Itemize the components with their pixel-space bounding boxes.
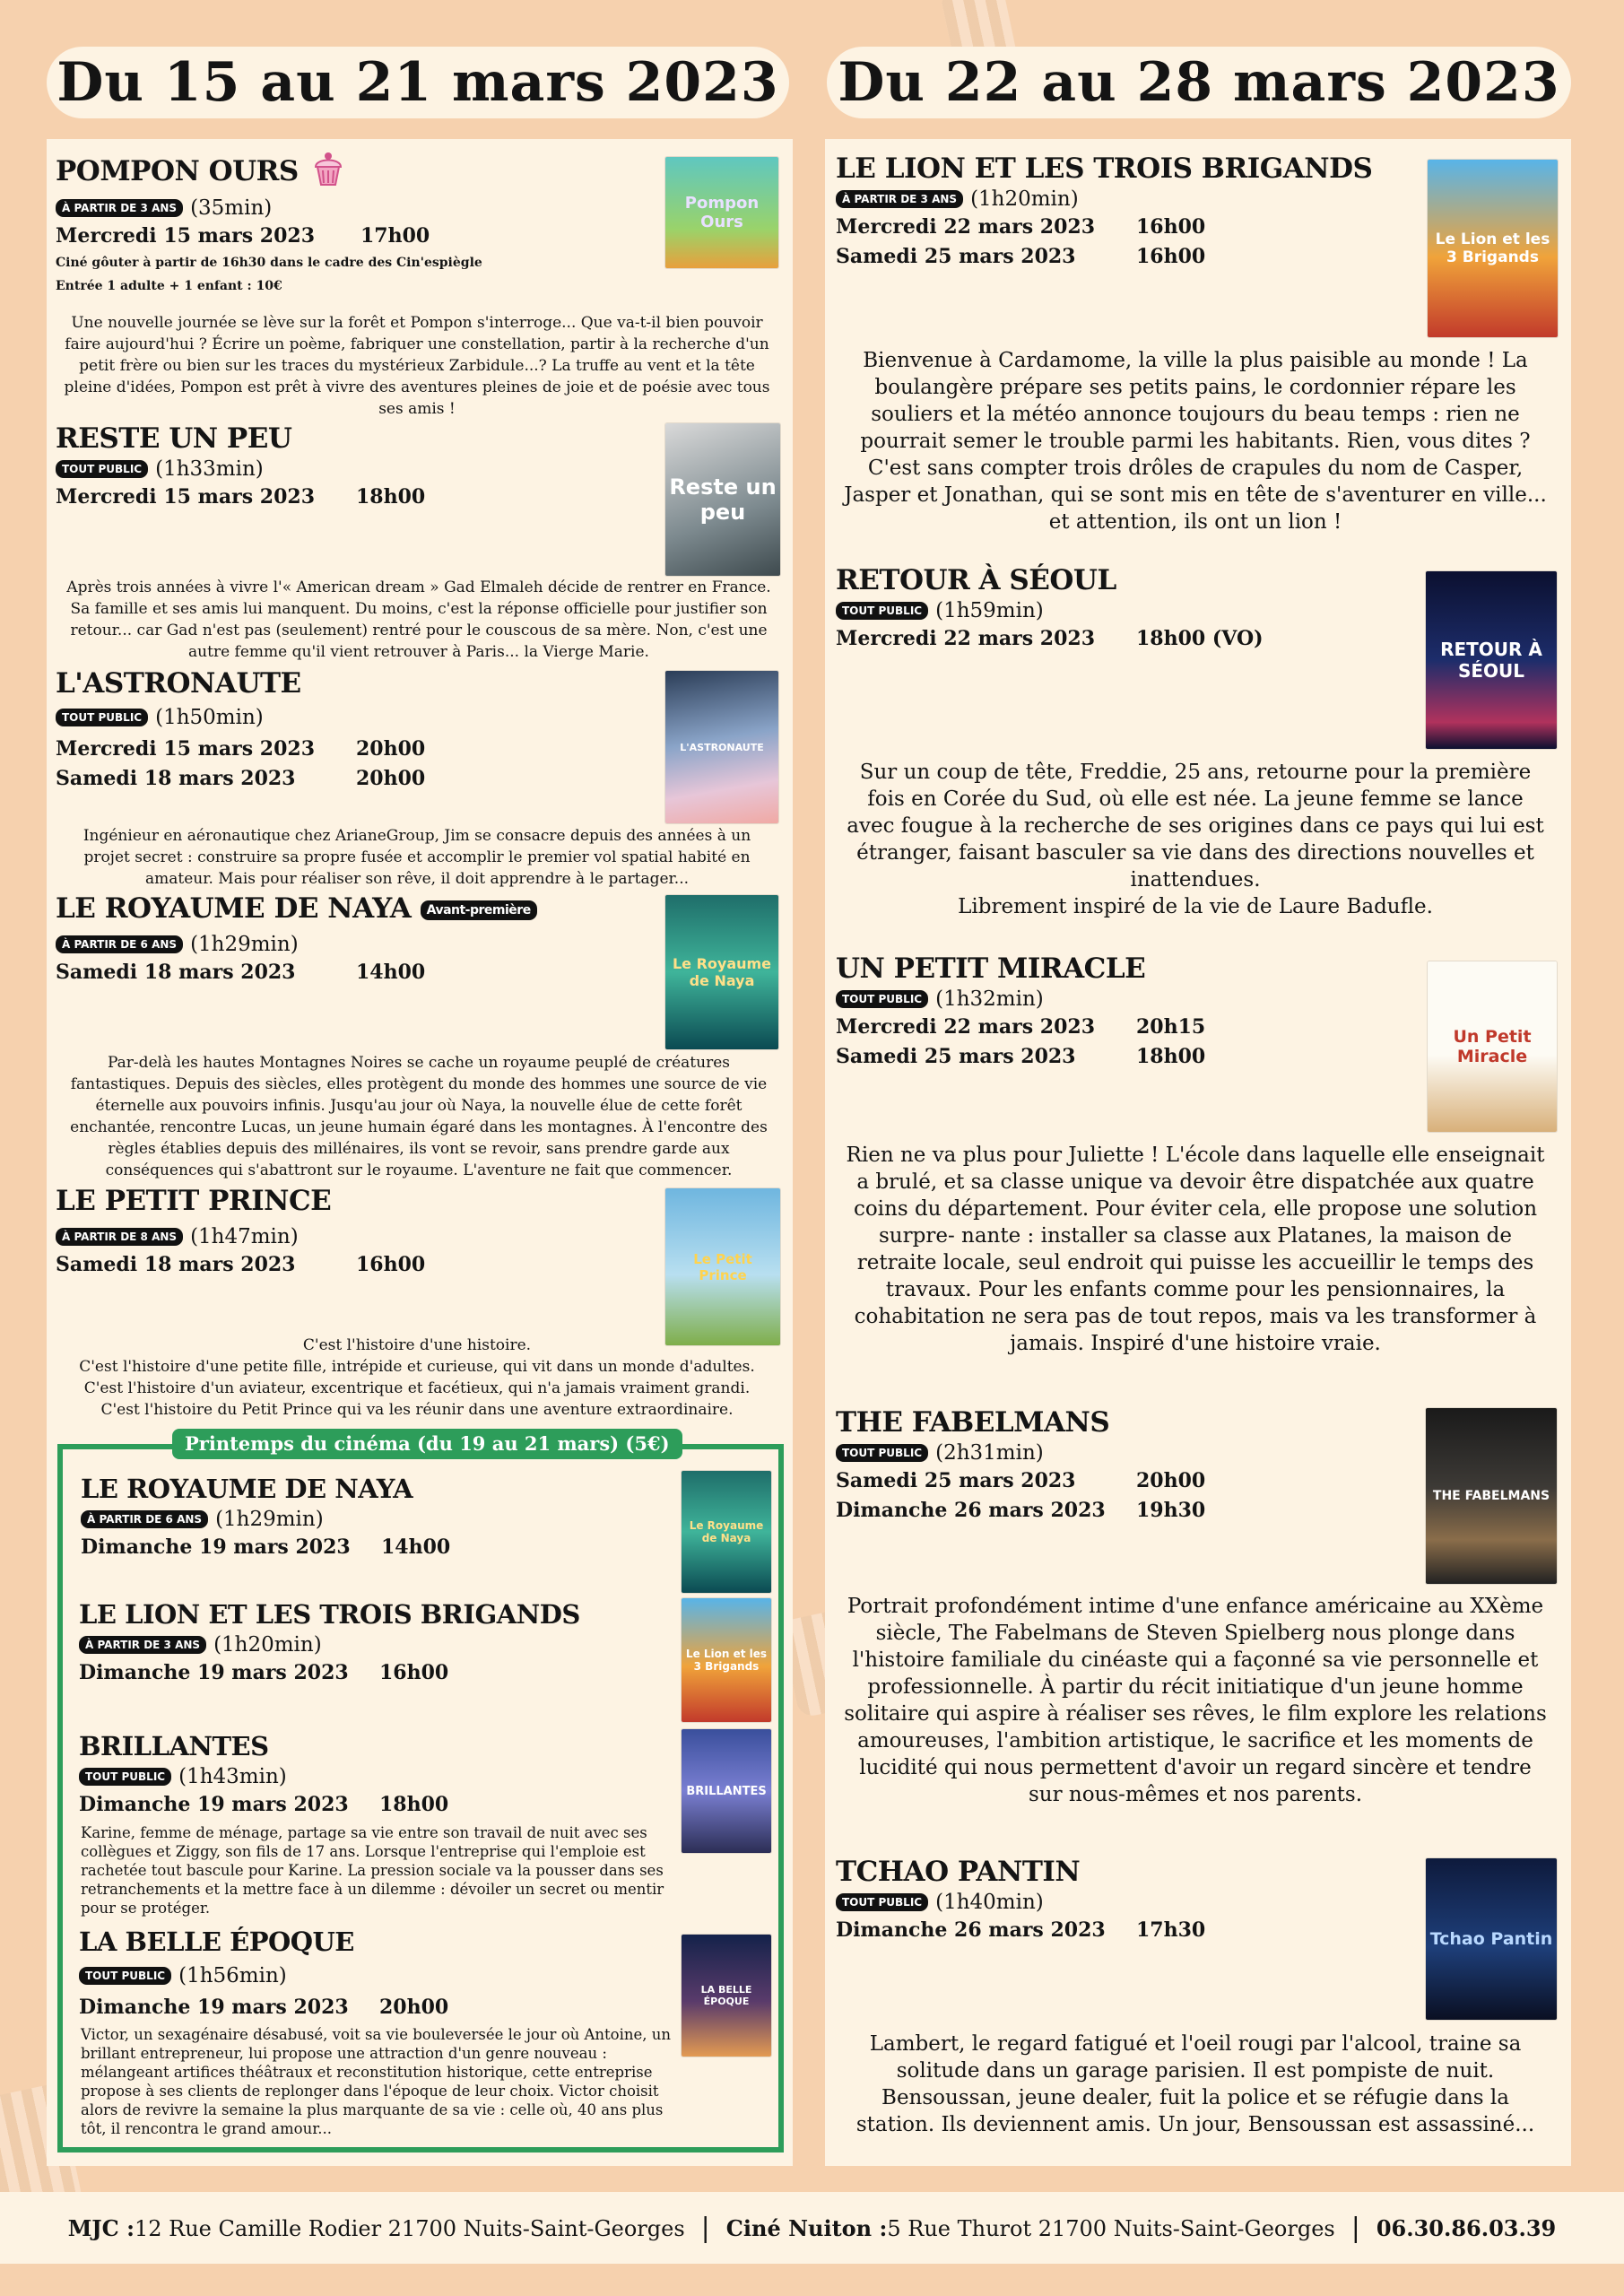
poster-printemps-la-belle-epoque xyxy=(682,1935,771,2057)
film-synopsis: Après trois années à vivre l'« American dream » Gad Elmaleh décide de rentrer en France. Sa famille et ses amis lui manquent. Du moins, c'est la réponse officielle pour justifier son retour... car Gad n'est pas (seulement) rentré pour le couscous de sa mère. Non, c'est une autre femme qu'il vient retrouver à Paris... la Vierge Marie. xyxy=(66,578,771,661)
printemps-film-lion-trois-brigands xyxy=(79,1597,689,1688)
week-header-left xyxy=(47,47,789,118)
poster-title: BRILLANTES xyxy=(686,1784,767,1798)
film-synopsis: Portrait profondément intime d'une enfance américaine au XXème siècle, The Fabelmans de Steven Spielberg nous plonge dans l'histoire familiale du cinéaste qui a façonné sa vie personnelle et professionnelle. À partir du récit initiatique d'un jeune homme solitaire qui aspire à réaliser ses rêves, le film explore les relations amoureuses, l'ambition artistique, le sacrifice et les moments de lucidité qui nous permettent d'avoir un regard sincère et tendre sur nous-mêmes et nos parents. xyxy=(844,1595,1547,1806)
film-title: LE PETIT PRINCE xyxy=(56,1185,332,1217)
duration: (2h31min) xyxy=(935,1441,1044,1465)
film-meta xyxy=(836,186,1463,213)
film-synopsis: Karine, femme de ménage, partage sa vie entre son travail de nuit avec ses collègues et Ziggy, son fils de 17 ans. Lorsque l'entreprise qui l'emploie est rachetée tout bascule pour Karine. La pression sociale va la pousser dans ses retranchements et la mettre face à un dilemme : dévoiler un secret ou mentir pour se protéger. xyxy=(81,1824,664,1917)
printemps-film-la-belle-epoque xyxy=(79,1925,671,2022)
showing-row xyxy=(56,735,683,764)
avant-premiere-badge: Avant-première xyxy=(421,900,537,920)
printemps-du-cinema-label: Printemps du cinéma (du 19 au 21 mars) (5€) xyxy=(172,1429,682,1459)
synopsis-extra: Librement inspiré de la vie de Laure Badufle. xyxy=(958,895,1433,918)
age-badge: À PARTIR DE 3 ANS xyxy=(56,199,183,217)
film-synopsis: Ingénieur en aéronautique chez ArianeGroup, Jim se consacre depuis des années à un projet secret : construire sa propre fusée et accomplir le premier vol spatial habité en amateur. Mais pour réaliser son rêve, il doit apprendre à le partager... xyxy=(83,827,751,888)
age-badge: À PARTIR DE 8 ANS xyxy=(56,1228,183,1246)
showing-date: Samedi 18 mars 2023 xyxy=(56,767,296,790)
poster-un-petit-miracle xyxy=(1428,961,1557,1132)
film-meta xyxy=(836,597,1463,624)
poster-title: LA BELLE ÉPOQUE xyxy=(700,1984,752,2007)
film-retour-a-seoul xyxy=(836,563,1463,654)
poster-title: Reste un peu xyxy=(669,474,777,525)
film-meta xyxy=(79,1763,671,1790)
film-meta xyxy=(836,1439,1463,1466)
film-synopsis xyxy=(63,1335,771,1421)
film-title: L'ASTRONAUTE xyxy=(56,667,301,700)
poster-le-lion-et-les-trois-brigands xyxy=(1428,160,1558,337)
footer-mjc-label: MJC : xyxy=(67,2214,135,2241)
poster-printemps-lion-trois-brigands xyxy=(682,1598,771,1722)
film-le-lion-et-les-trois-brigands xyxy=(836,152,1463,272)
film-title-text: POMPON OURS xyxy=(56,155,299,187)
poster-title: L'ASTRONAUTE xyxy=(680,741,764,753)
synopsis-line: C'est l'histoire d'un aviateur, excentrique et facétieux, qui n'a jamais vraiment grandi. xyxy=(83,1379,751,1397)
showing-row xyxy=(56,958,683,987)
showing-row xyxy=(56,1250,683,1280)
synopsis-line: C'est l'histoire du Petit Prince qui va les réunir dans une aventure extraordinaire. xyxy=(100,1401,734,1419)
age-badge: TOUT PUBLIC xyxy=(56,460,148,478)
showing-date: Dimanche 19 mars 2023 xyxy=(81,1535,351,1559)
duration: (1h33min) xyxy=(155,457,264,481)
film-the-fabelmans xyxy=(836,1405,1463,1526)
film-title: LE ROYAUME DE NAYA xyxy=(81,1474,413,1504)
showing-date: Mercredi 15 mars 2023 xyxy=(56,485,315,509)
poster-title: Un Petit Miracle xyxy=(1453,1027,1532,1066)
film-meta xyxy=(56,195,683,222)
showing-date: Samedi 18 mars 2023 xyxy=(56,1253,296,1276)
footer-mjc-address: 12 Rue Camille Rodier 21700 Nuits-Saint-Georges xyxy=(134,2215,685,2241)
showing-date: Samedi 25 mars 2023 xyxy=(836,1045,1076,1068)
film-meta xyxy=(56,1223,683,1250)
age-badge: À PARTIR DE 3 ANS xyxy=(79,1636,206,1654)
poster-tchao-pantin xyxy=(1426,1858,1557,2020)
poster-title: Le Petit Prince xyxy=(693,1250,752,1283)
film-synopsis: Bienvenue à Cardamome, la ville la plus paisible au monde ! La boulangère prépare ses petits pains, le cordonnier répare les souliers et la météo annonce toujours du beau temps : rien ne pourrait semer le trouble parmi les habitants. Rien, vous dites ? C'est sans compter trois drôles de crapules du nom de Casper, Jasper et Jonathan, qui se sont mis en tête de s'aventurer en ville... et attention, ils ont un lion ! xyxy=(844,349,1547,534)
showing-row xyxy=(836,624,1463,654)
showing-time: 16h00 xyxy=(379,1661,449,1684)
showing-date: Dimanche 19 mars 2023 xyxy=(79,1661,349,1684)
showing-time: 19h30 xyxy=(1136,1499,1206,1522)
showing-time: 18h00 xyxy=(1136,1045,1206,1068)
film-synopsis xyxy=(841,759,1550,920)
film-title: THE FABELMANS xyxy=(836,1406,1110,1439)
showing-date: Dimanche 19 mars 2023 xyxy=(79,1793,349,1816)
showing-row xyxy=(79,1658,689,1688)
film-synopsis: Victor, un sexagénaire désabusé, voit sa vie bouleversée le jour où Antoine, un brillant entrepreneur, lui propose une attraction d'un genre nouveau : mélangeant artifices théâtraux et reconstitution historique, cette entreprise propose à ses clients de replonger dans l'époque de leur choix. Victor choisit alors de revivre la semaine la plus marquante de sa vie : celle où, 40 ans plus tôt, il rencontra le grand amour... xyxy=(81,2026,672,2137)
duration: (1h29min) xyxy=(215,1508,324,1531)
age-badge: TOUT PUBLIC xyxy=(836,990,928,1008)
film-meta xyxy=(836,986,1463,1013)
showing-time: 20h15 xyxy=(1136,1015,1206,1039)
showing-row xyxy=(56,764,683,794)
showing-date: Mercredi 15 mars 2023 xyxy=(56,224,315,248)
footer-cine-label: Ciné Nuiton : xyxy=(725,2214,888,2241)
poster-printemps-royaume-de-naya xyxy=(682,1471,771,1593)
poster-title: RETOUR À SÉOUL xyxy=(1440,639,1542,682)
showing-time: 14h00 xyxy=(381,1535,451,1559)
showing-time: 17h30 xyxy=(1136,1918,1206,1942)
poster-title: Pompon Ours xyxy=(684,194,760,231)
film-synopsis: Lambert, le regard fatigué et l'oeil rougi par l'alcool, traine sa solitude dans un garage parisien. Il est pompiste de nuit. Bensoussan, jeune dealer, fuit la police et se réfugie dans la station. Ils deviennent amis. Un jour, Bensoussan est assassiné... xyxy=(855,2032,1535,2136)
film-tchao-pantin xyxy=(836,1855,1463,1945)
poster-retour-a-seoul xyxy=(1426,571,1557,749)
poster-pompon-ours xyxy=(665,157,778,268)
film-title xyxy=(56,891,683,926)
showing-date: Samedi 25 mars 2023 xyxy=(836,245,1076,268)
showing-row xyxy=(56,222,683,251)
film-meta xyxy=(56,931,683,958)
showing-date: Dimanche 19 mars 2023 xyxy=(79,1996,349,2019)
showing-date: Samedi 25 mars 2023 xyxy=(836,1469,1076,1492)
showing-row xyxy=(836,1042,1463,1072)
showing-row xyxy=(836,1013,1463,1042)
showing-date: Mercredi 22 mars 2023 xyxy=(836,627,1095,650)
showing-time: 20h00 xyxy=(379,1996,449,2019)
film-synopsis: Rien ne va plus pour Juliette ! L'école dans laquelle elle enseignait a brulé, et sa classe unique va devoir être dispatchée aux quatre coins du département. Pour éviter cela, elle propose une solution surpre- nante : installer sa classe aux Platanes, la maison de retraite locale, seul endroit qui puisse les accueillir le temps des travaux. Pour les enfants comme pour les pensionnaires, la cohabitation ne sera pas de tout repos, mais va les transformer à jamais. Inspiré d'une histoire vraie. xyxy=(846,1144,1545,1355)
film-meta xyxy=(56,456,683,483)
age-badge: TOUT PUBLIC xyxy=(836,1893,928,1911)
age-badge: TOUT PUBLIC xyxy=(79,1768,171,1786)
film-le-royaume-de-naya xyxy=(56,891,683,987)
showing-time: 16h00 xyxy=(1136,215,1206,239)
poster-title: Le Lion et les 3 Brigands xyxy=(1435,230,1550,266)
poster-le-petit-prince xyxy=(665,1188,780,1345)
showing-row xyxy=(79,1993,671,2022)
note-line: Entrée 1 adulte + 1 enfant : 10€ xyxy=(56,279,282,293)
showing-row xyxy=(836,242,1463,272)
film-meta xyxy=(56,704,683,731)
showing-time: 17h00 xyxy=(360,224,430,248)
duration: (35min) xyxy=(190,196,273,220)
age-badge: À PARTIR DE 3 ANS xyxy=(836,190,963,208)
showing-time: 16h00 xyxy=(356,1253,426,1276)
film-l-astronaute xyxy=(56,666,683,794)
age-badge: À PARTIR DE 6 ANS xyxy=(56,935,183,953)
poster-l-astronaute xyxy=(665,671,778,823)
duration: (1h20min) xyxy=(970,187,1079,211)
duration: (1h56min) xyxy=(178,1964,287,1987)
film-reste-un-peu xyxy=(56,422,683,512)
poster-le-royaume-de-naya xyxy=(665,895,778,1049)
poster-printemps-brillantes xyxy=(682,1729,771,1853)
duration: (1h59min) xyxy=(935,599,1044,622)
film-title: LE LION ET LES TROIS BRIGANDS xyxy=(836,152,1373,185)
age-badge: TOUT PUBLIC xyxy=(836,1444,928,1462)
showing-row xyxy=(79,1790,671,1820)
synopsis-line: C'est l'histoire d'une histoire. xyxy=(302,1336,532,1354)
film-un-petit-miracle xyxy=(836,952,1463,1072)
age-badge: TOUT PUBLIC xyxy=(79,1967,171,1985)
cupcake-icon xyxy=(313,151,343,195)
showing-time: 18h00 xyxy=(356,485,426,509)
duration: (1h43min) xyxy=(178,1765,287,1788)
week-header-right-text: Du 22 au 28 mars 2023 xyxy=(838,51,1560,114)
film-pompon-ours xyxy=(56,151,683,298)
film-meta xyxy=(81,1506,673,1533)
showing-time: 18h00 xyxy=(379,1793,449,1816)
film-title: UN PETIT MIRACLE xyxy=(836,952,1146,985)
poster-title: Tchao Pantin xyxy=(1429,1929,1553,1949)
showing-row xyxy=(836,213,1463,242)
duration: (1h20min) xyxy=(213,1633,322,1657)
showing-date: Mercredi 22 mars 2023 xyxy=(836,215,1095,239)
showing-time: 18h00 (VO) xyxy=(1136,627,1264,650)
showing-row xyxy=(836,1496,1463,1526)
showing-row xyxy=(56,483,683,512)
showing-time: 14h00 xyxy=(356,961,426,984)
footer-cine xyxy=(726,2215,1335,2241)
duration: (1h32min) xyxy=(935,987,1044,1011)
printemps-film-royaume-de-naya xyxy=(81,1472,673,1562)
printemps-film-brillantes xyxy=(79,1729,671,1820)
duration: (1h50min) xyxy=(155,706,264,729)
duration: (1h40min) xyxy=(935,1891,1044,1914)
showing-time: 16h00 xyxy=(1136,245,1206,268)
week-header-left-text: Du 15 au 21 mars 2023 xyxy=(56,51,779,114)
age-badge: TOUT PUBLIC xyxy=(56,709,148,726)
film-synopsis: Par-delà les hautes Montagnes Noires se cache un royaume peuplé de créatures fantastiques. Depuis des siècles, elles protègent du monde des hommes une source de vie éternelle aux pouvoirs infinis. Jusqu'au jour où Naya, la nouvelle élue de cette forêt enchantée, rencontre Lucas, un jeune humain égaré dans les montagnes. À l'encontre des règles établies depuis des millénaires, ils vont se revoir, sans prendre garde aux conséquences qui s'abattront sur le royaume. L'aventure ne fait que commencer. xyxy=(70,1054,768,1179)
footer-separator: | xyxy=(1350,2212,1360,2244)
duration: (1h29min) xyxy=(190,933,299,956)
showing-row xyxy=(836,1466,1463,1496)
age-badge: TOUT PUBLIC xyxy=(836,602,928,620)
film-le-petit-prince xyxy=(56,1184,683,1280)
film-title: RETOUR À SÉOUL xyxy=(836,564,1116,596)
poster-title: Le Lion et les 3 Brigands xyxy=(685,1648,768,1673)
footer xyxy=(0,2192,1624,2264)
showing-date: Mercredi 22 mars 2023 xyxy=(836,1015,1095,1039)
footer-cine-address: 5 Rue Thurot 21700 Nuits-Saint-Georges xyxy=(887,2215,1335,2241)
showing-time: 20h00 xyxy=(356,767,426,790)
film-title xyxy=(56,151,683,195)
film-meta xyxy=(79,1631,689,1658)
synopsis-text: Sur un coup de tête, Freddie, 25 ans, retourne pour la première fois en Corée du Sud, où elle est née. La jeune femme se lance avec fougue à la recherche de ses origines dans ce pays qui lui est étranger, faisant basculer sa vie dans des directions nouvelles et inattendues. xyxy=(847,761,1544,891)
showing-date: Mercredi 15 mars 2023 xyxy=(56,737,315,761)
footer-separator: | xyxy=(700,2212,710,2244)
showing-date: Dimanche 26 mars 2023 xyxy=(836,1918,1106,1942)
footer-mjc xyxy=(68,2215,685,2241)
duration: (1h47min) xyxy=(190,1225,299,1248)
age-badge: À PARTIR DE 6 ANS xyxy=(81,1510,208,1528)
poster-the-fabelmans xyxy=(1426,1408,1557,1584)
showing-date: Dimanche 26 mars 2023 xyxy=(836,1499,1106,1522)
film-meta xyxy=(836,1889,1463,1916)
film-title-text: LE ROYAUME DE NAYA xyxy=(56,892,412,925)
poster-title: Le Royaume de Naya xyxy=(672,955,772,989)
poster-title: THE FABELMANS xyxy=(1432,1489,1550,1503)
film-title: BRILLANTES xyxy=(79,1731,269,1761)
showing-time: 20h00 xyxy=(1136,1469,1206,1492)
film-synopsis: Une nouvelle journée se lève sur la forêt et Pompon s'interroge... Que va-t-il bien pouvoir faire aujourd'hui ? Écrire un poème, fabriquer une constellation, partir à la recherche d'un petit frère ou bien sur les traces du mystérieux Zarbidule...? La truffe au vent et la tête pleine d'idées, Pompon est prêt à vivre des aventures pleines de joie et de poésie avec tous ses amis ! xyxy=(64,314,770,418)
film-title: TCHAO PANTIN xyxy=(836,1856,1081,1888)
showing-row xyxy=(836,1916,1463,1945)
film-title: LE LION ET LES TROIS BRIGANDS xyxy=(79,1599,580,1630)
showing-row xyxy=(81,1533,673,1562)
footer-phone: 06.30.86.03.39 xyxy=(1376,2214,1557,2241)
film-title: RESTE UN PEU xyxy=(56,422,292,455)
note-line: Ciné gôuter à partir de 16h30 dans le cadre des Cin'espiègle xyxy=(56,256,482,270)
week-header-right xyxy=(827,47,1571,118)
film-title: LA BELLE ÉPOQUE xyxy=(79,1926,354,1957)
film-meta xyxy=(79,1962,671,1989)
synopsis-line: C'est l'histoire d'une petite fille, intrépide et curieuse, qui vit dans un monde d'adultes. xyxy=(79,1358,755,1376)
poster-title: Le Royaume de Naya xyxy=(689,1519,764,1544)
showing-date: Samedi 18 mars 2023 xyxy=(56,961,296,984)
showing-time: 20h00 xyxy=(356,737,426,761)
poster-reste-un-peu xyxy=(665,423,780,576)
